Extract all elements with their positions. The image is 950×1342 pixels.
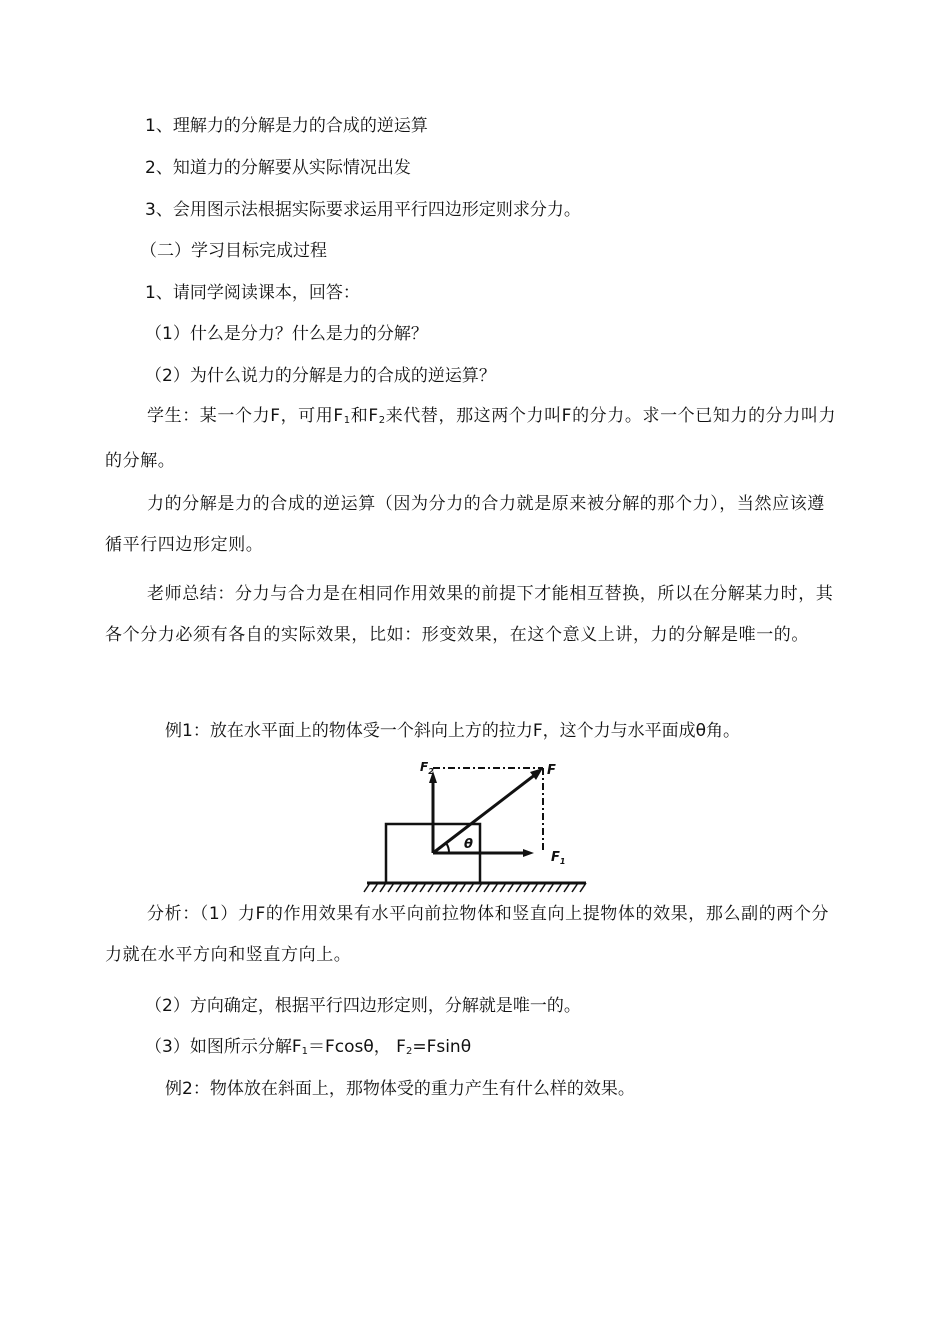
student-answer: 学生：某一个力F，可用$F_1$和$F_2$来代替，那这两个力叫F的分力。求一个已知力的分力叫力的分解。: [105, 406, 837, 471]
objective-2: 2、知道力的分解要从实际情况出发: [145, 158, 411, 178]
objective-1: 1、理解力的分解是力的合成的逆运算: [145, 116, 428, 136]
force-decomposition-figure: [360, 757, 600, 895]
section-heading: （二）学习目标完成过程: [140, 241, 327, 261]
teacher-summary: 老师总结：分力与合力是在相同作用效果的前提下才能相互替换，所以在分解某力时，其各个分力必须有各自的实际效果，比如：形变效果，在这个意义上讲，力的分解是唯一的。: [105, 584, 834, 645]
label-f2: $F_2$: [420, 760, 434, 776]
question-2: （2）为什么说力的分解是力的合成的逆运算？: [145, 366, 496, 386]
inverse-operation-paragraph: 力的分解是力的合成的逆运算（因为分力的合力就是原来被分解的那个力），当然应该遵循平行四边形定则。: [105, 494, 825, 555]
label-theta: θ: [464, 837, 473, 852]
objective-3: 3、会用图示法根据实际要求运用平行四边形定则求分力。: [145, 200, 581, 220]
example-2: 例2：物体放在斜面上，那物体受的重力产生有什么样的效果。: [165, 1079, 635, 1099]
analysis-3: （3）如图所示分解$F_1=Fcos\theta$， $F_2=Fsin\theta$: [145, 1037, 472, 1057]
analysis-1: 分析：（1）力F的作用效果有水平向前拉物体和竖直向上提物体的效果，那么副的两个分力就在水平方向和竖直方向上。: [105, 904, 830, 965]
f-vector: [433, 774, 536, 853]
reading-task: 1、请同学阅读课本，回答：: [145, 283, 360, 303]
f1-arrowhead: [523, 849, 534, 857]
question-1: （1）什么是分力？什么是力的分解？: [145, 324, 428, 344]
example-1: 例1：放在水平面上的物体受一个斜向上方的拉力F，这个力与水平面成θ角。: [165, 721, 740, 741]
label-f: F: [547, 763, 556, 778]
label-f1: $F_1$: [551, 850, 566, 866]
analysis-2: （2）方向确定，根据平行四边形定则，分解就是唯一的。: [145, 996, 581, 1016]
